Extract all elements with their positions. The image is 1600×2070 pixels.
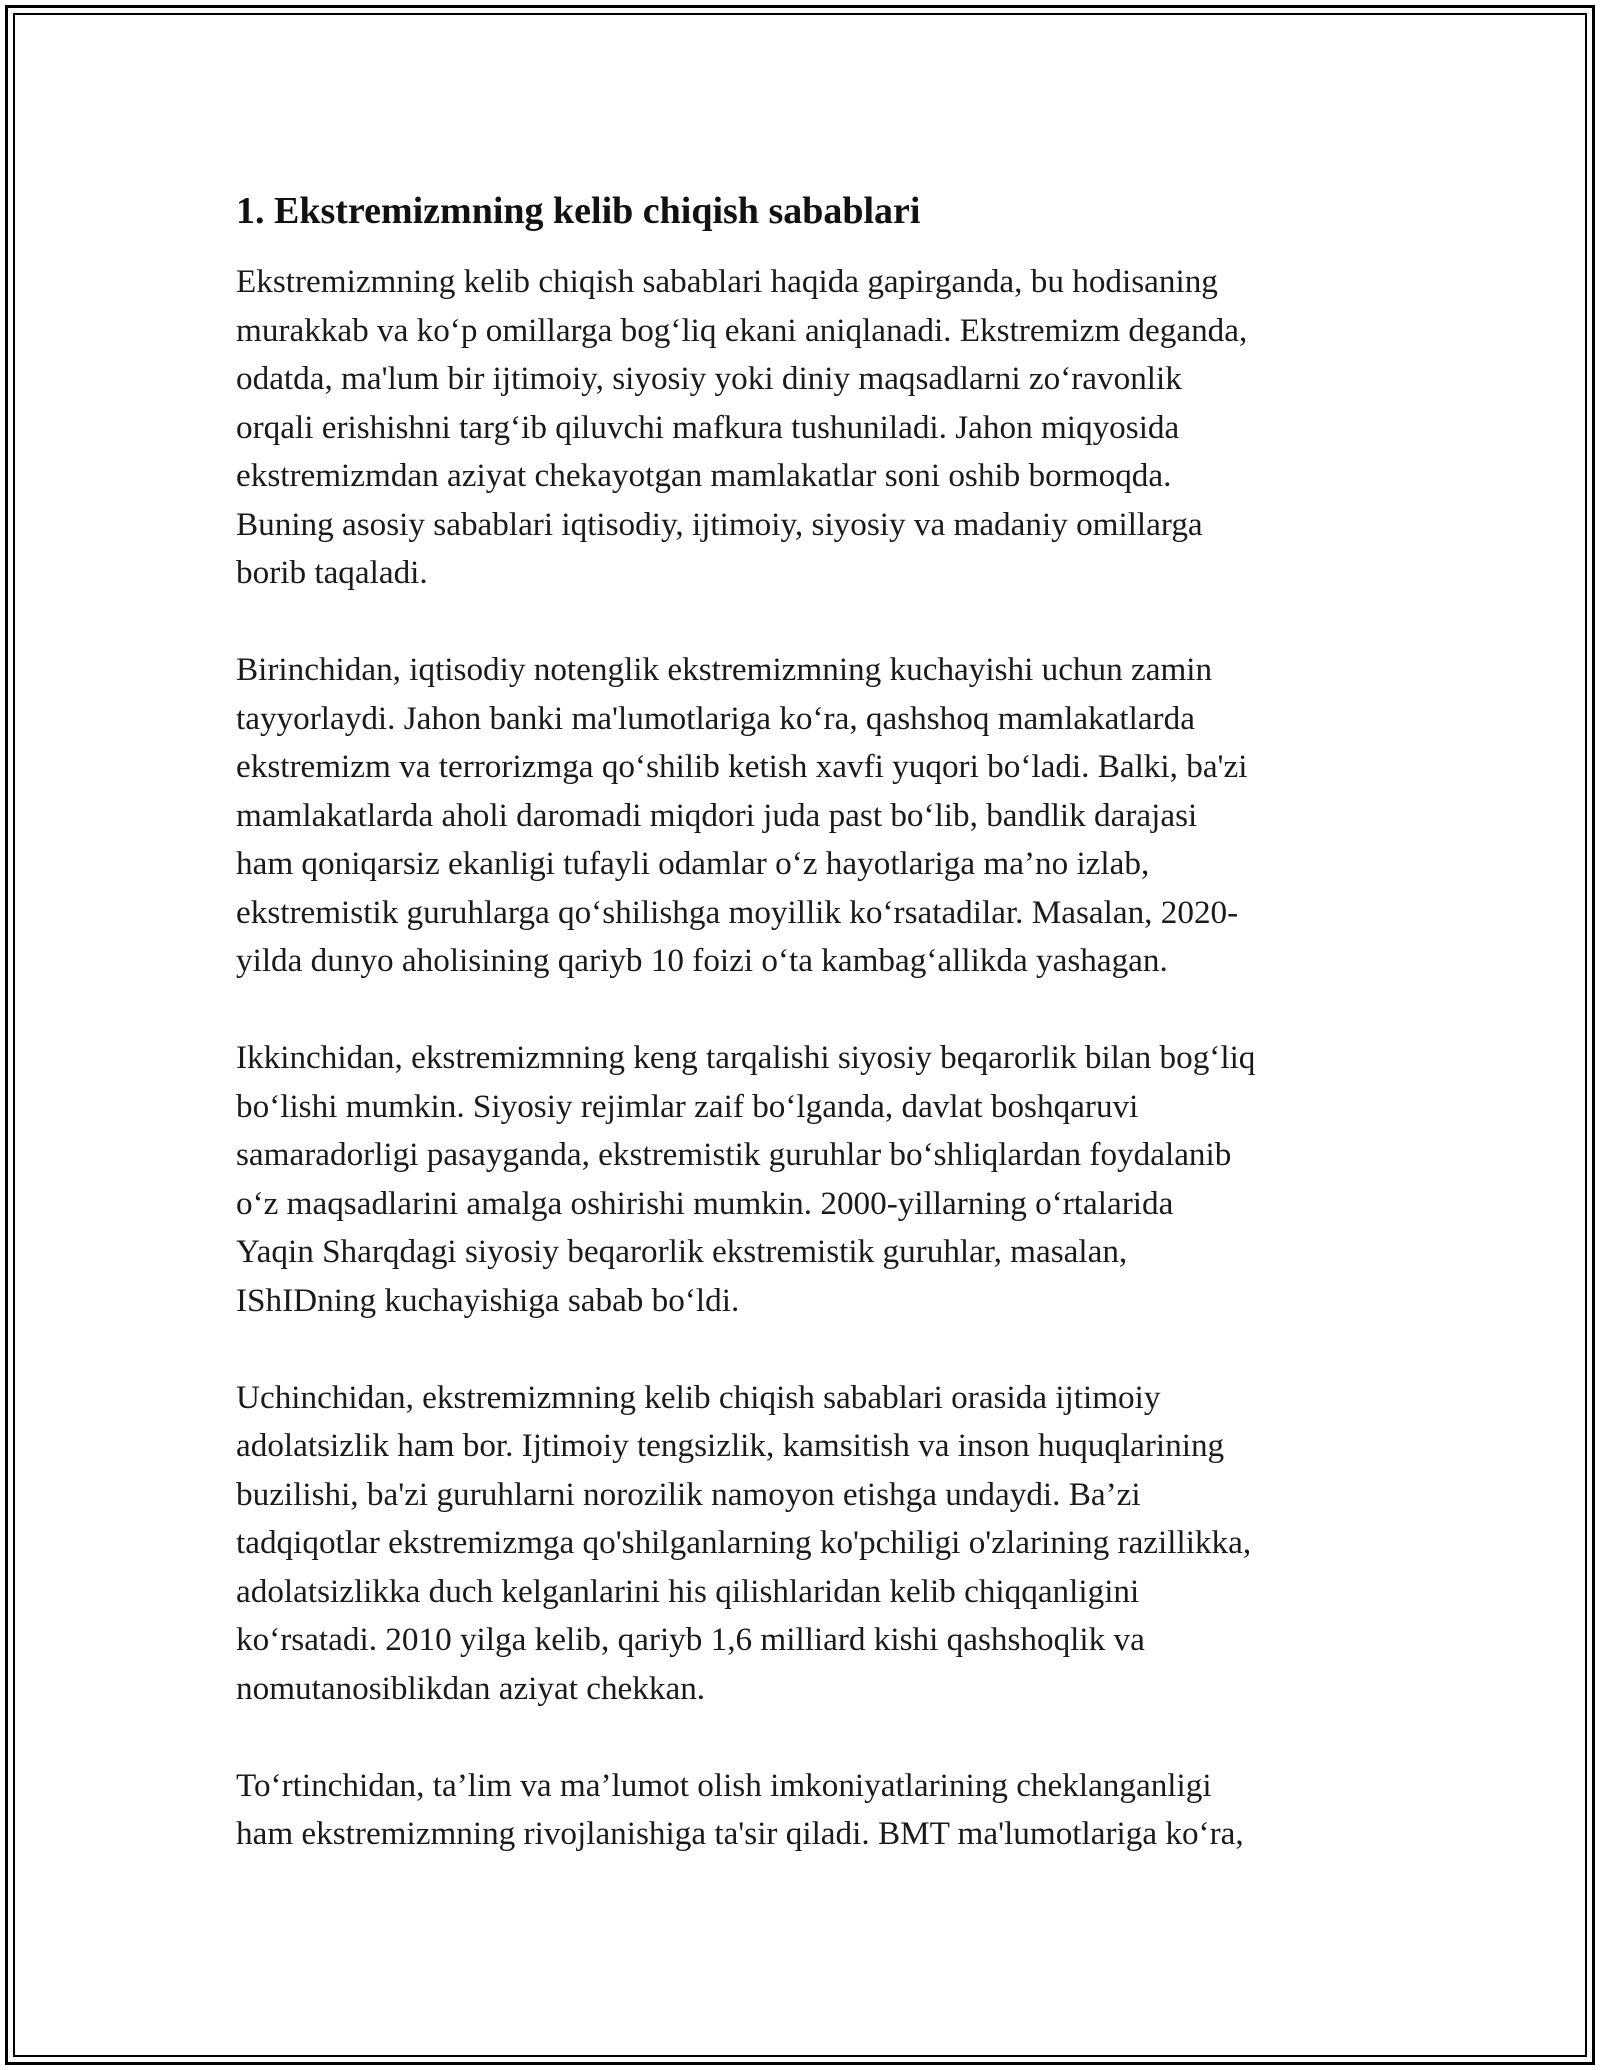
section-heading: 1. Ekstremizmning kelib chiqish sabablari — [236, 190, 921, 232]
document-body — [236, 186, 1366, 1907]
paragraph-first-reason: Birinchidan, iqtisodiy notenglik ekstremizmning kuchayishi uchun zamin tayyorlaydi. Jahon banki ma'lumotlariga koʻra, qashshoq mamlakatlarda ekstremizm va terrorizmga qoʻshilib ketish xavfi yuqori boʻladi. Balki, ba'zi mamlakatlarda aholi daromadi miqdori juda past boʻlib, bandlik darajasi ham qoniqarsiz ekanligi tufayli odamlar oʻz hayotlariga ma’no izlab, ekstremistik guruhlarga qoʻshilishga moyillik koʻrsatadilar. Masalan, 2020- yilda dunyo aholisining qariyb 10 foizi oʻta kambagʻallikda yashagan. — [236, 651, 1248, 979]
paragraph-fourth-reason: Toʻrtinchidan, ta’lim va ma’lumot olish imkoniyatlarining cheklanganligi ham ekstremizmning rivojlanishiga ta'sir qiladi. BMT ma'lumotlariga koʻra, — [236, 1766, 1244, 1852]
paragraph-second-reason: Ikkinchidan, ekstremizmning keng tarqalishi siyosiy beqarorlik bilan bogʻliq boʻlishi mumkin. Siyosiy rejimlar zaif boʻlganda, davlat boshqaruvi samaradorligi pasayganda, ekstremistik guruhlar boʻshliqlardan foydalanib oʻz maqsadlarini amalga oshirishi mumkin. 2000-yillarning oʻrtalarida Yaqin Sharqdagi siyosiy beqarorlik ekstremistik guruhlar, masalan, IShIDning kuchayishiga sabab boʻldi. — [236, 1039, 1256, 1319]
paragraph-intro: Ekstremizmning kelib chiqish sabablari haqida gapirganda, bu hodisaning murakkab va koʻp omillarga bogʻliq ekani aniqlanadi. Ekstremizm deganda, odatda, ma'lum bir ijtimoiy, siyosiy yoki diniy maqsadlarni zoʻravonlik orqali erishishni targʻib qiluvchi mafkura tushuniladi. Jahon miqyosida ekstremizmdan aziyat chekayotgan mamlakatlar soni oshib bormoqda. Buning asosiy sabablari iqtisodiy, ijtimoiy, siyosiy va madaniy omillarga borib taqaladi. — [236, 263, 1248, 591]
paragraph-third-reason: Uchinchidan, ekstremizmning kelib chiqish sabablari orasida ijtimoiy adolatsizlik ham bor. Ijtimoiy tengsizlik, kamsitish va inson huquqlarining buzilishi, ba'zi guruhlarni norozilik namoyon etishga undaydi. Ba’zi tadqiqotlar ekstremizmga qo'shilganlarning ko'pchiligi o'zlarining razillikka, adolatsizlikka duch kelganlarini his qilishlaridan kelib chiqqanligini koʻrsatadi. 2010 yilga kelib, qariyb 1,6 milliard kishi qashshoqlik va nomutanosiblikdan aziyat chekkan. — [236, 1378, 1252, 1707]
